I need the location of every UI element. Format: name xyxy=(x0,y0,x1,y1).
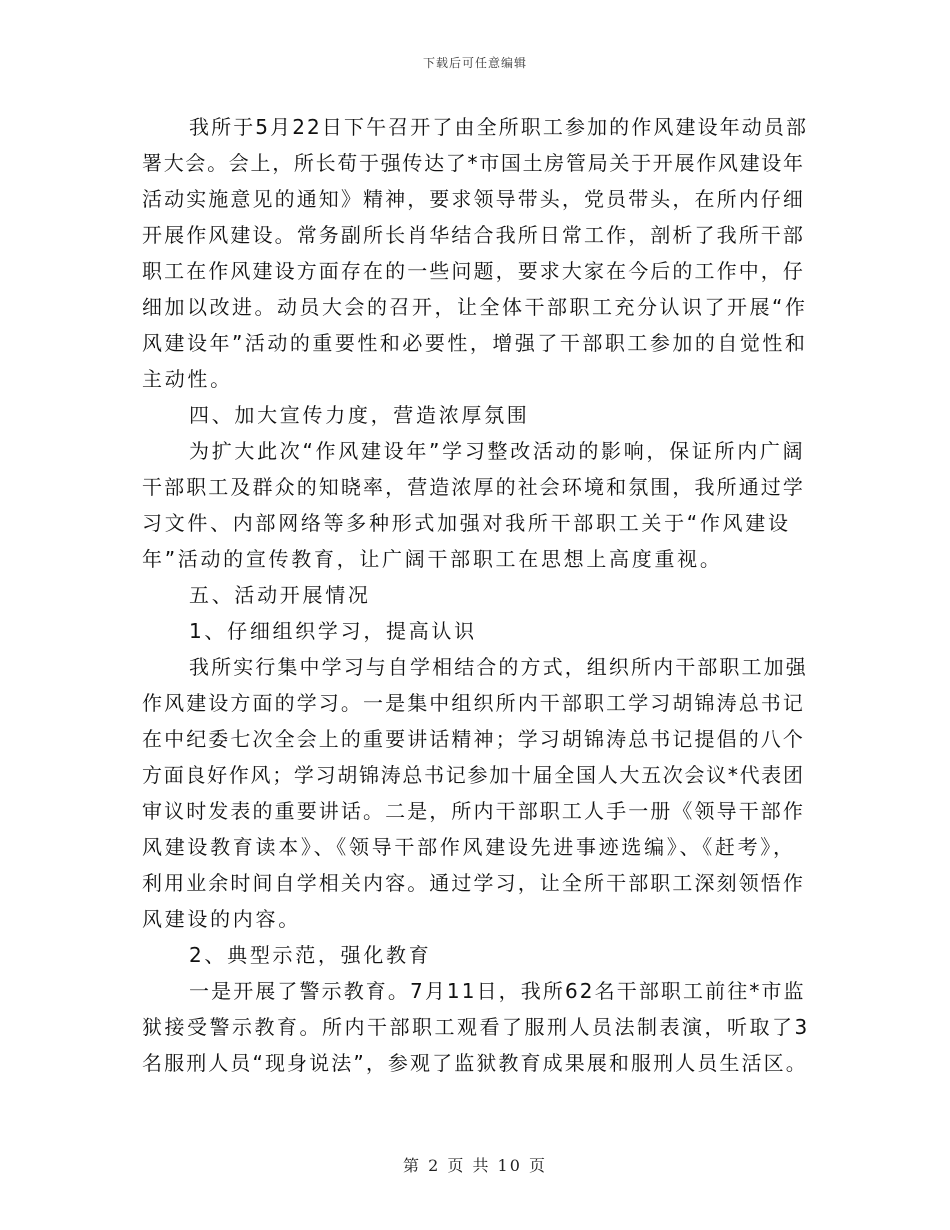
text-line: 开展作风建设。常务副所长肖华结合我所日常工作，剖析了我所干部 xyxy=(142,223,805,247)
text-line: 为扩大此次“作风建设年”学习整改活动的影响，保证所内广阔 xyxy=(189,439,806,463)
text-line: 职工在作风建设方面存在的一些问题，要求大家在今后的工作中，仔 xyxy=(142,259,805,283)
text-line: 我所实行集中学习与自学相结合的方式，组织所内干部职工加强 xyxy=(189,655,808,679)
page-number: 第 2 页 共 10 页 xyxy=(403,1156,547,1175)
text-line: 狱接受警示教育。所内干部职工观看了服刑人员法制表演，听取了3 xyxy=(142,1015,810,1039)
text-line: 审议时发表的重要讲话。二是，所内干部职工人手一册《领导干部作 xyxy=(142,799,805,823)
text-line: 细加以改进。动员大会的召开，让全体干部职工充分认识了开展“作 xyxy=(142,295,808,319)
text-line: 五、活动开展情况 xyxy=(189,583,371,607)
text-line: 主动性。 xyxy=(142,367,233,391)
text-line: 在中纪委七次全会上的重要讲话精神；学习胡锦涛总书记提倡的八个 xyxy=(142,727,805,751)
page-header: 下载后可任意编辑 xyxy=(422,56,527,70)
text-line: 署大会。会上，所长荀于强传达了*市国土房管局关于开展作风建设年 xyxy=(142,151,805,175)
text-line: 作风建设方面的学习。一是集中组织所内干部职工学习胡锦涛总书记 xyxy=(142,691,805,715)
text-line: 利用业余时间自学相关内容。通过学习，让全所干部职工深刻领悟作 xyxy=(142,871,805,895)
text-line: 干部职工及群众的知晓率，营造浓厚的社会环境和氛围，我所通过学 xyxy=(142,475,805,499)
text-line: 名服刑人员“现身说法”，参观了监狱教育成果展和服刑人员生活区。 xyxy=(142,1051,808,1075)
text-line: 四、加大宣传力度，营造浓厚氛围 xyxy=(189,403,530,427)
text-line: 习文件、内部网络等多种形式加强对我所干部职工关于“作风建设 xyxy=(142,511,791,535)
text-line: 风建设的内容。 xyxy=(142,907,301,931)
text-line: 方面良好作风；学习胡锦涛总书记参加十届全国人大五次会议*代表团 xyxy=(142,763,805,787)
text-line: 风建设年”活动的重要性和必要性，增强了干部职工参加的自觉性和 xyxy=(142,331,808,355)
text-line: 一是开展了警示教育。7月11日，我所62名干部职工前往*市监 xyxy=(189,979,806,1003)
document-body xyxy=(142,109,810,1081)
text-line: 我所于5月22日下午召开了由全所职工参加的作风建设年动员部 xyxy=(189,115,809,139)
text-line: 年”活动的宣传教育，让广阔干部职工在思想上高度重视。 xyxy=(142,547,723,571)
text-line: 风建设教育读本》、《领导干部作风建设先进事迹选编》、《赶考》， xyxy=(142,835,796,859)
text-line: 2、典型示范，强化教育 xyxy=(189,943,432,967)
text-line: 1、仔细组织学习，提高认识 xyxy=(189,619,477,643)
text-line: 活动实施意见的通知》精神，要求领导带头，党员带头，在所内仔细 xyxy=(142,187,805,211)
